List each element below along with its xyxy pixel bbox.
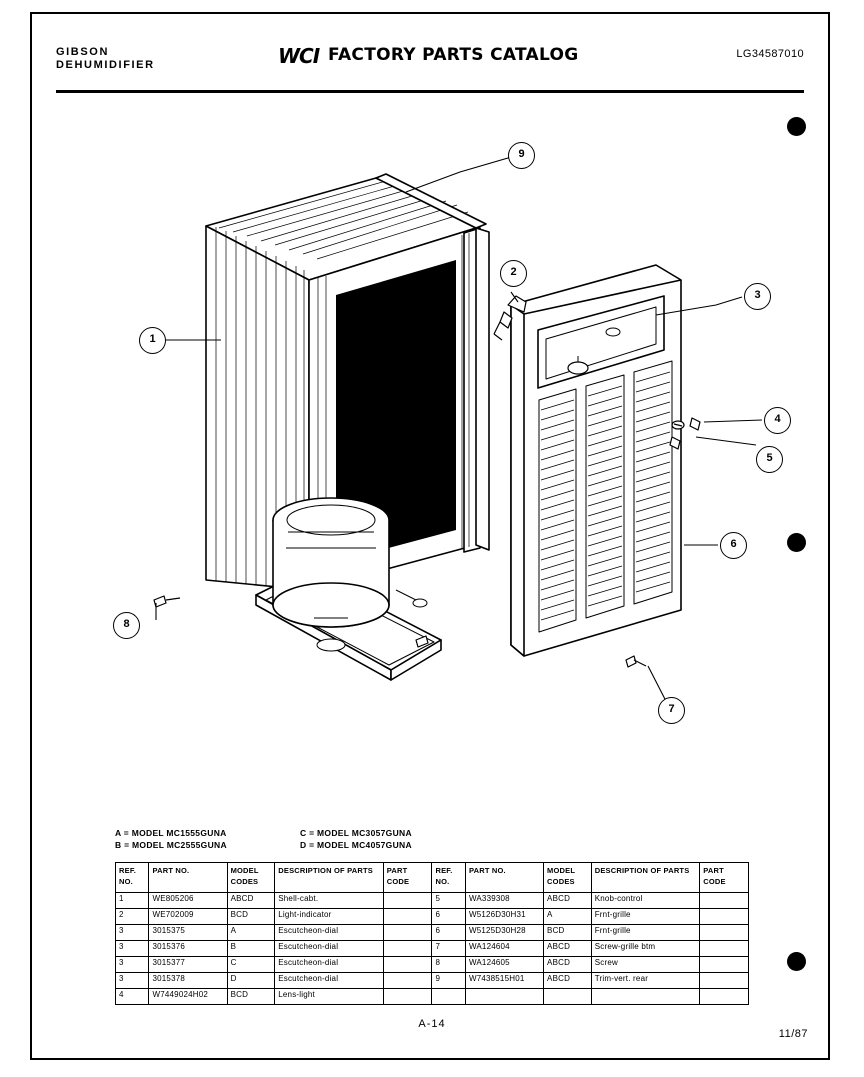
cell-code xyxy=(700,957,749,973)
cell-part xyxy=(465,989,543,1005)
cell-codes: A xyxy=(227,925,275,941)
cell-part: W5125D30H28 xyxy=(465,925,543,941)
cell-codes: C xyxy=(227,957,275,973)
cell-code xyxy=(700,989,749,1005)
cell-ref: 1 xyxy=(116,893,149,909)
model-key-a: A = MODEL MC1555GUNA xyxy=(115,828,227,838)
callout-9: 9 xyxy=(508,142,535,169)
cell-ref: 3 xyxy=(116,973,149,989)
cell-part: WA339308 xyxy=(465,893,543,909)
cell-desc: Escutcheon-dial xyxy=(275,941,384,957)
cell-desc xyxy=(591,989,700,1005)
header-description-right: DESCRIPTION OF PARTS xyxy=(591,863,700,893)
cell-code xyxy=(383,941,432,957)
cell-codes: A xyxy=(544,909,592,925)
cell-part: W7438515H01 xyxy=(465,973,543,989)
cell-desc: Screw-grille btm xyxy=(591,941,700,957)
cell-ref: 8 xyxy=(432,957,465,973)
cell-ref: 4 xyxy=(116,989,149,1005)
header-part-no-left: PART NO. xyxy=(149,863,227,893)
callout-6: 6 xyxy=(720,532,747,559)
header-ref-no-right: REF. NO. xyxy=(432,863,465,893)
cell-codes: BCD xyxy=(227,909,275,925)
cell-desc: Lens-light xyxy=(275,989,384,1005)
cell-desc: Frnt-grille xyxy=(591,909,700,925)
cell-desc: Escutcheon-dial xyxy=(275,925,384,941)
cell-codes: ABCD xyxy=(544,941,592,957)
cell-codes: BCD xyxy=(544,925,592,941)
table-row xyxy=(116,989,749,1005)
cell-ref: 3 xyxy=(116,957,149,973)
cell-desc: Trim-vert. rear xyxy=(591,973,700,989)
table-header-row xyxy=(116,863,749,893)
page-title: FACTORY PARTS CATALOG xyxy=(328,45,579,65)
table-row xyxy=(116,925,749,941)
cell-code xyxy=(383,909,432,925)
cell-part: W7449024H02 xyxy=(149,989,227,1005)
header-ref-no-left: REF. NO. xyxy=(116,863,149,893)
cell-desc: Shell-cabt. xyxy=(275,893,384,909)
cell-ref: 6 xyxy=(432,909,465,925)
cell-ref: 5 xyxy=(432,893,465,909)
header-description-left: DESCRIPTION OF PARTS xyxy=(275,863,384,893)
cell-code xyxy=(383,973,432,989)
brand-name: GIBSON xyxy=(56,46,109,58)
header-model-codes-right: MODEL CODES xyxy=(544,863,592,893)
table-row xyxy=(116,909,749,925)
callout-3: 3 xyxy=(744,283,771,310)
cell-ref xyxy=(432,989,465,1005)
cell-code xyxy=(700,909,749,925)
cell-part: WE805206 xyxy=(149,893,227,909)
cell-codes: ABCD xyxy=(544,973,592,989)
table-row xyxy=(116,893,749,909)
punch-hole-bottom xyxy=(787,952,806,971)
page-code: A-14 xyxy=(418,1018,446,1030)
cell-ref: 3 xyxy=(116,941,149,957)
cell-desc: Escutcheon-dial xyxy=(275,957,384,973)
cell-part: WA124605 xyxy=(465,957,543,973)
cell-part: WE702009 xyxy=(149,909,227,925)
cell-code xyxy=(383,957,432,973)
cell-code xyxy=(700,941,749,957)
date-code: 11/87 xyxy=(778,1028,808,1040)
cell-code xyxy=(700,973,749,989)
table-row xyxy=(116,973,749,989)
cell-ref: 3 xyxy=(116,925,149,941)
model-code-key xyxy=(115,828,575,852)
callout-4: 4 xyxy=(764,407,791,434)
cell-part: 3015375 xyxy=(149,925,227,941)
model-key-c: C = MODEL MC3057GUNA xyxy=(300,828,412,838)
cell-ref: 7 xyxy=(432,941,465,957)
table-row xyxy=(116,957,749,973)
brand-block xyxy=(56,46,155,72)
cell-desc: Screw xyxy=(591,957,700,973)
model-key-b: B = MODEL MC2555GUNA xyxy=(115,840,227,850)
cell-part: 3015376 xyxy=(149,941,227,957)
cell-desc: Knob-control xyxy=(591,893,700,909)
header-part-no-right: PART NO. xyxy=(465,863,543,893)
cell-code xyxy=(700,893,749,909)
cell-ref: 6 xyxy=(432,925,465,941)
model-key-d: D = MODEL MC4057GUNA xyxy=(300,840,412,850)
illustration-svg xyxy=(56,100,804,800)
callout-7: 7 xyxy=(658,697,685,724)
callout-2: 2 xyxy=(500,260,527,287)
cell-ref: 2 xyxy=(116,909,149,925)
cell-desc: Escutcheon-dial xyxy=(275,973,384,989)
table-row xyxy=(116,941,749,957)
cell-codes: B xyxy=(227,941,275,957)
cell-codes: D xyxy=(227,973,275,989)
document-number: LG34587010 xyxy=(736,48,804,60)
cell-codes: ABCD xyxy=(227,893,275,909)
cell-part: W5126D30H31 xyxy=(465,909,543,925)
cell-code xyxy=(383,893,432,909)
cell-part: 3015378 xyxy=(149,973,227,989)
cell-part: 3015377 xyxy=(149,957,227,973)
cell-codes: ABCD xyxy=(544,893,592,909)
wci-logo: WCI xyxy=(278,44,320,68)
callout-5: 5 xyxy=(756,446,783,473)
header-model-codes-left: MODEL CODES xyxy=(227,863,275,893)
cell-code xyxy=(383,989,432,1005)
exploded-parts-illustration xyxy=(56,100,804,800)
cell-desc: Light-indicator xyxy=(275,909,384,925)
parts-table xyxy=(115,862,749,1005)
cell-codes xyxy=(544,989,592,1005)
cell-part: WA124604 xyxy=(465,941,543,957)
header-part-code-left: PART CODE xyxy=(383,863,432,893)
page-header xyxy=(56,42,804,92)
cell-code xyxy=(700,925,749,941)
header-part-code-right: PART CODE xyxy=(700,863,749,893)
cell-codes: ABCD xyxy=(544,957,592,973)
cell-ref: 9 xyxy=(432,973,465,989)
callout-1: 1 xyxy=(139,327,166,354)
product-category: DEHUMIDIFIER xyxy=(56,59,155,71)
cell-code xyxy=(383,925,432,941)
header-divider xyxy=(56,90,804,93)
cell-codes: BCD xyxy=(227,989,275,1005)
cell-desc: Frnt-grille xyxy=(591,925,700,941)
callout-8: 8 xyxy=(113,612,140,639)
